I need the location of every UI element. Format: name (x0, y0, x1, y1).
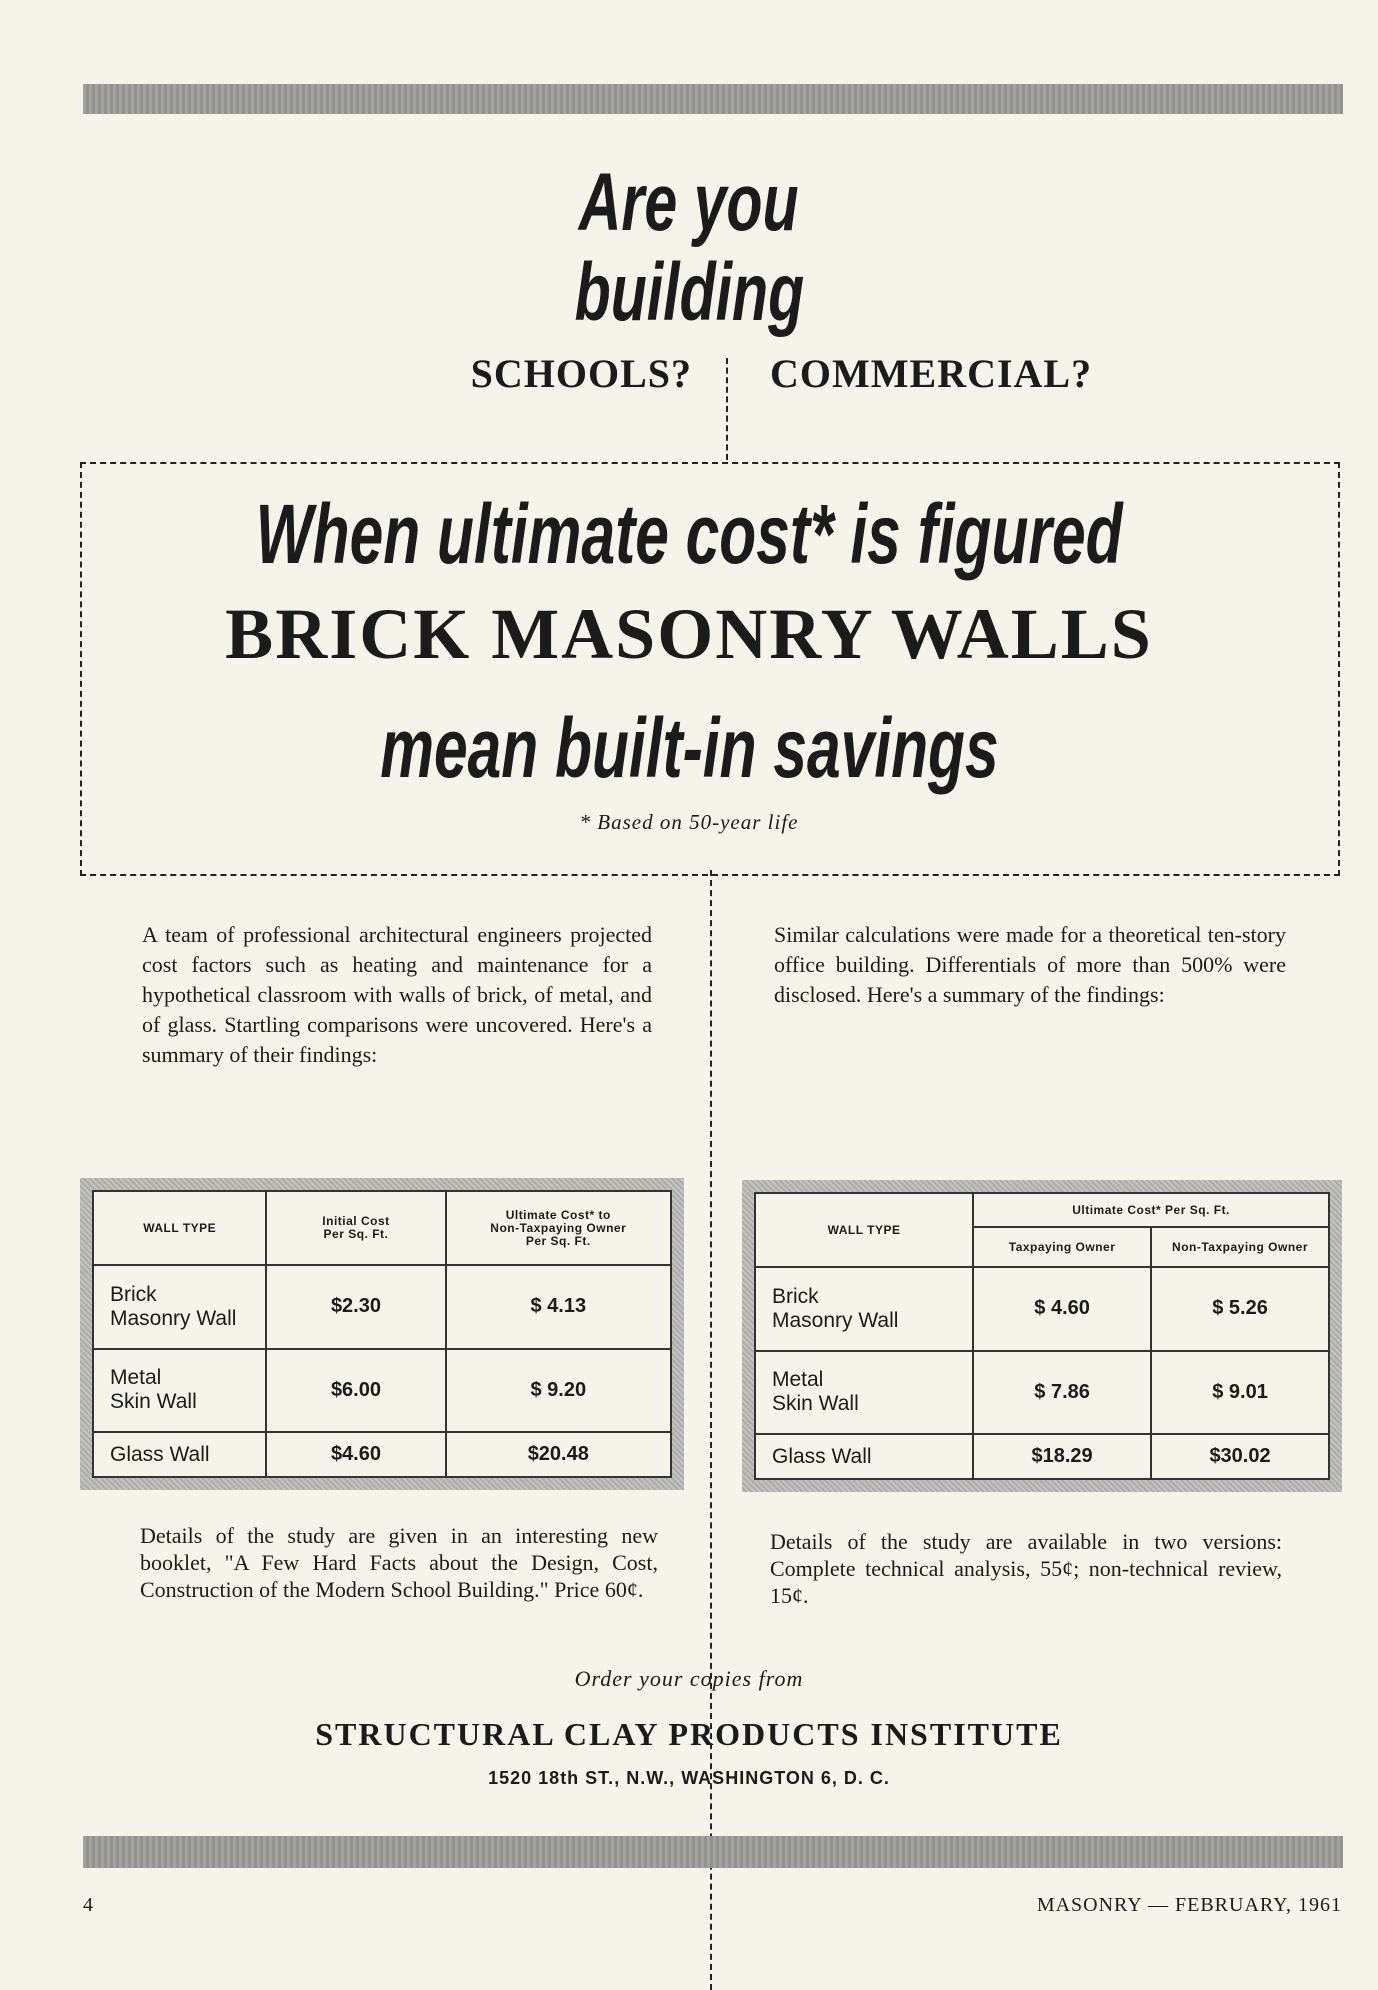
row-label: Brick Masonry Wall (93, 1265, 266, 1349)
institute-name: STRUCTURAL CLAY PRODUCTS INSTITUTE (315, 1716, 1063, 1752)
cell-value: $20.48 (446, 1432, 671, 1477)
table-row (93, 1432, 671, 1477)
left-paragraph: A team of professional architectural engineers projected cost factors such as heating and maintenance for a hypothetical classroom with walls of brick, of metal, and of glass. Startling comparisons were uncovered. Here's a summary of their findings: (142, 922, 652, 1067)
header-ultimate-cost: Ultimate Cost* to Non-Taxpaying Owner Per Sq. Ft. (446, 1191, 671, 1265)
headline-line-2: building (574, 247, 804, 338)
office-cost-table (742, 1180, 1342, 1492)
headline-footnote: * Based on 50-year life (579, 810, 799, 834)
table-row (755, 1351, 1329, 1435)
cell-value: $ 9.20 (446, 1349, 671, 1433)
order-text: Order your copies from (574, 1666, 804, 1691)
header-wall-type: WALL TYPE (93, 1191, 266, 1265)
header-initial-cost: Initial Cost Per Sq. Ft. (266, 1191, 445, 1265)
headline-mean: mean built-in savings (379, 701, 999, 795)
right-paragraph: Similar calculations were made for a theoretical ten-story office building. Differentials of more than 500% were disclosed. Here's a summary of the findings: (774, 922, 1286, 1007)
table-row (93, 1265, 671, 1349)
row-label: Glass Wall (93, 1432, 266, 1477)
headline-when: When ultimate cost* is figured (255, 487, 1123, 581)
cell-value: $ 7.86 (973, 1351, 1151, 1435)
column-divider (710, 870, 712, 1990)
row-label: Metal Skin Wall (755, 1351, 973, 1435)
table-row (93, 1349, 671, 1433)
cell-value: $4.60 (266, 1432, 445, 1477)
divider-top (726, 358, 728, 460)
bottom-decorative-bar (83, 1836, 1343, 1868)
row-label: Metal Skin Wall (93, 1349, 266, 1433)
cell-value: $6.00 (266, 1349, 445, 1433)
header-wall-type: WALL TYPE (755, 1193, 973, 1267)
schools-label: SCHOOLS? (470, 351, 692, 396)
table-row (755, 1434, 1329, 1479)
school-cost-table (80, 1178, 684, 1490)
cell-value: $30.02 (1151, 1434, 1329, 1479)
cell-value: $ 4.13 (446, 1265, 671, 1349)
left-details: Details of the study are given in an interesting new booklet, "A Few Hard Facts about the Design, Cost, Construction of the Modern School Building." Price 60¢. (140, 1523, 658, 1602)
right-details: Details of the study are available in two versions: Complete technical analysis, 55¢; non-technical review, 15¢. (770, 1529, 1282, 1608)
cell-value: $ 4.60 (973, 1267, 1151, 1351)
cell-value: $ 5.26 (1151, 1267, 1329, 1351)
cell-value: $2.30 (266, 1265, 445, 1349)
headline-line-1: Are you (579, 157, 799, 248)
headline-brick: BRICK MASONRY WALLS (225, 594, 1153, 674)
row-label: Glass Wall (755, 1434, 973, 1479)
running-footer: MASONRY — FEBRUARY, 1961 (1036, 1894, 1342, 1916)
header-ultimate-cost: Ultimate Cost* Per Sq. Ft. (973, 1193, 1329, 1227)
cell-value: $18.29 (973, 1434, 1151, 1479)
header-taxpaying: Taxpaying Owner (973, 1227, 1151, 1267)
table-row (755, 1267, 1329, 1351)
page-number: 4 (83, 1894, 93, 1916)
cell-value: $ 9.01 (1151, 1351, 1329, 1435)
header-non-taxpaying: Non-Taxpaying Owner (1151, 1227, 1329, 1267)
row-label: Brick Masonry Wall (755, 1267, 973, 1351)
top-decorative-bar (83, 84, 1343, 114)
building-types (0, 350, 1378, 410)
commercial-label: COMMERCIAL? (770, 351, 1093, 396)
institute-address: 1520 18th ST., N.W., WASHINGTON 6, D. C. (488, 1768, 890, 1788)
